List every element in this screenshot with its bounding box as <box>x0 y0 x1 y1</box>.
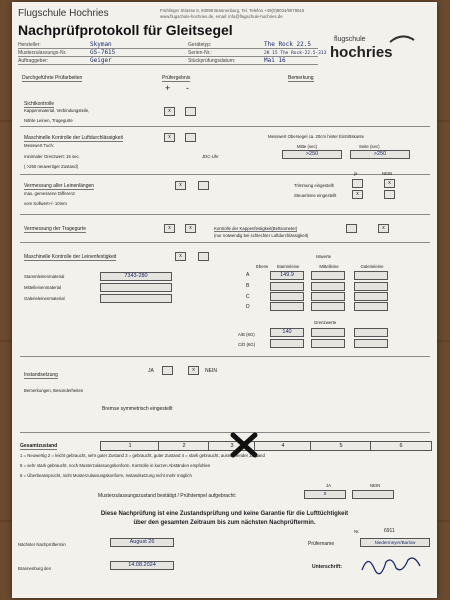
stueck-value: Mai 16 <box>264 57 286 64</box>
nr-value: 6911 <box>384 528 395 534</box>
gesamt-label: Gesamtzustand <box>20 443 58 449</box>
verm-plus-checkbox[interactable]: x <box>175 181 186 190</box>
mitte-field[interactable]: >250 <box>282 150 342 159</box>
scale-5[interactable]: 5 <box>310 441 372 451</box>
row-b-label: B <box>246 283 250 289</box>
grenzwerte-label: Grenzwerte <box>314 320 337 325</box>
naechster-field[interactable]: August 26 <box>110 538 174 547</box>
pruefer-field[interactable]: Niedermeyer/Barlow <box>360 538 430 547</box>
luft-sub3: ( >250 neuwertiger Zustand) <box>24 164 79 169</box>
scale-2[interactable]: 2 <box>158 441 210 451</box>
disclaimer-line-1: Diese Nachprüfung ist eine Zustandsprüfung und keine Garantie für die Lufttüchtigkeit <box>100 511 349 517</box>
geraetetyp-label: Gerätetyp: <box>188 42 212 48</box>
luft-minus-checkbox[interactable] <box>185 133 196 142</box>
col-minus: - <box>186 83 189 93</box>
reiss-title: Maschinelle Kontrolle der Leinenfestigkeit <box>24 254 117 260</box>
ebene-label: Ebene <box>256 264 269 269</box>
trage-minus-checkbox[interactable]: x <box>185 224 196 233</box>
auftrag-label: Auftraggeber: <box>18 58 49 64</box>
stueck-label: Stückprüfungsdatum: <box>188 58 236 64</box>
col-pruefarbeiten: Durchgeführte Prüfarbeiten <box>22 75 83 81</box>
seite-label: Seite (sec) <box>359 144 380 149</box>
ort-label: Brannenburg den <box>18 566 52 571</box>
row-a-label: A <box>246 272 250 278</box>
luft-title: Maschinelle Kontrolle der Luftdurchlässigkeit <box>24 135 123 141</box>
gesamt-legend-1: 1 = Neuwertig 2 = leicht gebraucht, sehr guter Zustand 3 = gebraucht, guter Zustand 4 = stark gebraucht, ausreichender Zustand <box>20 453 265 458</box>
b-galerie-field[interactable] <box>354 282 388 291</box>
instand-label: Instandsetzung <box>24 372 58 378</box>
instand-ja-checkbox[interactable] <box>162 366 173 375</box>
stamm-label: Stammleinenmaterial <box>24 274 65 279</box>
mittel-field[interactable] <box>100 283 172 292</box>
bestaetigt-nein-label: NEIN <box>370 483 381 488</box>
kappen-sub: (nur notwendig bei schlechter Luftdurchlässigkeit) <box>214 233 309 238</box>
page-title: Nachprüfprotokoll für Gleitsegel <box>18 22 233 38</box>
gesamt-legend-2: 5 = sehr stark gebraucht, noch Musterzulassungskonform. Kontrolle in kurzen Abständen empfohlen <box>20 463 211 468</box>
cd-mittel-field[interactable] <box>311 339 345 348</box>
serien-label: Serien-Nr.: <box>188 50 212 56</box>
ja-label: ja <box>354 171 358 176</box>
luft-sub2: minimaler Grenzwert: 15 sec. <box>24 154 80 159</box>
cd-galerie-field[interactable] <box>354 339 388 348</box>
sicht-minus-checkbox[interactable] <box>185 107 196 116</box>
col-ergebnis: Prüfergebnis <box>162 75 191 81</box>
instand-nein-label: NEIN <box>205 368 217 374</box>
address-line-2: www.flugschule-hochries.de, email: info@flugschule-hochries.de <box>160 14 283 19</box>
trimmung-label: Trimmung eingestellt <box>294 183 334 188</box>
row-d-label: D <box>246 304 250 310</box>
d-galerie-field[interactable] <box>354 302 388 311</box>
unterschrift-label: Unterschrift: <box>312 564 343 570</box>
signature-icon <box>358 552 428 576</box>
mittel-label: Mittelleinenmaterial <box>24 285 62 290</box>
c-stamm-field[interactable] <box>270 292 304 301</box>
bestaetigt-nein-field[interactable] <box>352 490 394 499</box>
reiss-minus-checkbox[interactable] <box>198 252 209 261</box>
col-plus: + <box>165 83 171 93</box>
sichtkontrolle-sub1: Kappenmaterial, Verbindungsteile, <box>24 108 90 113</box>
c-mittel-field[interactable] <box>311 292 345 301</box>
kappen-title: Kontrolle der Kappenfestigkeit(Bettsometer) <box>214 226 298 231</box>
nein-label: NEIN <box>382 171 393 176</box>
scale-3[interactable]: 3 <box>208 441 256 451</box>
hersteller-label: Hersteller: <box>18 42 41 48</box>
col-stamm-label: Stammleine <box>276 264 300 269</box>
bemerkungen-text: Bremse symmetrisch eingestellt <box>102 406 173 412</box>
hersteller-value: Skyman <box>90 41 112 48</box>
pruefer-label: Prüfername <box>308 541 335 547</box>
cd-stamm-field[interactable] <box>270 339 304 348</box>
d-stamm-field[interactable] <box>270 302 304 311</box>
sichtkontrolle-title: Sichtkontrolle <box>24 101 55 107</box>
b-mittel-field[interactable] <box>311 282 345 291</box>
a-stamm-field[interactable]: 149.9 <box>270 271 304 280</box>
ab-label: A/B (8G) <box>238 332 255 337</box>
trage-plus-checkbox[interactable]: x <box>164 224 175 233</box>
naechster-label: Nächster Nachprüftermin <box>18 542 66 547</box>
bestaetigt-ja-label: JA <box>326 483 332 488</box>
istwerte-label: Istwerte <box>316 254 332 259</box>
ab-stamm-field[interactable]: 140 <box>270 328 304 337</box>
a-mittel-field[interactable] <box>311 271 345 280</box>
verm-title: Vermessung aller Leinenlängen <box>24 183 95 189</box>
logo-top-text: flugschule <box>334 36 366 43</box>
row-c-label: C <box>246 294 250 300</box>
paraglider-logo-icon <box>388 34 416 46</box>
verm-sub1: max. gemessene Differenz <box>24 191 76 196</box>
stamm-field[interactable]: 7343-280 <box>100 272 172 281</box>
col-mittel-label: Mittelleine <box>319 264 339 269</box>
verm-minus-checkbox[interactable] <box>198 181 209 190</box>
scale-4[interactable]: 4 <box>254 441 312 451</box>
logo-text: hochries <box>330 44 393 61</box>
trimmung-nein-checkbox[interactable]: x <box>384 179 395 188</box>
col-bemerkung: Bemerkung <box>288 75 314 81</box>
galerie-field[interactable] <box>100 294 172 303</box>
scale-1[interactable]: 1 <box>100 441 160 451</box>
muster-label: Musterzulassungs-Nr. <box>18 50 67 56</box>
trage-title: Vermessung der Tragegurte <box>24 226 86 232</box>
ab-mittel-field[interactable] <box>311 328 345 337</box>
sicht-plus-checkbox[interactable]: x <box>164 107 175 116</box>
d-mittel-field[interactable] <box>311 302 345 311</box>
reiss-plus-checkbox[interactable]: x <box>175 252 186 261</box>
bestaetigt-text: Musterzulassungszustand bestätigt / Prüfstempel aufgebracht: <box>98 493 237 499</box>
luft-plus-checkbox[interactable]: x <box>164 133 175 142</box>
verm-sub2: vom Sollwert+/- 10mm <box>24 201 67 206</box>
instand-ja-label: JA <box>148 368 154 374</box>
datum-field[interactable]: 14.08.2024 <box>110 561 174 570</box>
address-line-1: Frühlinger Strasse 8, 83098 Brannenburg, Tel. Telefon +49(0)8034/9079615 <box>160 8 305 13</box>
steuerleine-label: Steuerleine eingestellt <box>294 193 337 198</box>
gesamt-legend-3: 6 = Überbeansprucht, nicht Musterzulassungskonform, Instandsetzung nicht mehr möglich <box>20 473 192 478</box>
luft-right-label: Messwert Obersegel ca. 20cm hinter Eintrittskante <box>268 134 365 139</box>
kappen-plus-checkbox[interactable] <box>346 224 357 233</box>
muster-value: GS-7615 <box>90 49 116 56</box>
luft-sub1: Messwert Tuch: <box>24 143 55 148</box>
galerie-label: Galerieleinenmaterial <box>24 296 65 301</box>
col-galerie-label: Galerieleine <box>360 264 384 269</box>
trimmung-ja-checkbox[interactable] <box>352 179 363 188</box>
bemerkungen-label: Bemerkungen, Besonderheiten <box>24 388 84 393</box>
disclaimer-line-2: über den gesamten Zeitraum bis zum nächsten Nachprüftermin. <box>133 520 316 526</box>
cd-label: C/D (6G) <box>238 342 256 347</box>
seite-field[interactable]: >250 <box>350 150 410 159</box>
nr-label: Nr. <box>354 529 360 534</box>
c-galerie-field[interactable] <box>354 292 388 301</box>
company-name: Flugschule Hochries <box>18 8 109 19</box>
jdc-label: JDC-Uhr <box>202 154 219 159</box>
instand-nein-checkbox[interactable]: x <box>188 366 199 375</box>
sichtkontrolle-sub2: Nähte Leinen, Tragegurte <box>24 118 73 123</box>
steuerleine-ja-checkbox[interactable]: x <box>352 190 363 199</box>
kappen-minus-checkbox[interactable]: x <box>378 224 389 233</box>
mitte-label: Mitte (sec) <box>297 144 318 149</box>
ab-galerie-field[interactable] <box>354 328 388 337</box>
serien-value: 2K 15 The Rock-22.5-313 <box>264 51 327 56</box>
scale-6[interactable]: 6 <box>370 441 432 451</box>
geraetetyp-value: The Rock 22.5 <box>264 41 311 48</box>
a-galerie-field[interactable] <box>354 271 388 280</box>
b-stamm-field[interactable] <box>270 282 304 291</box>
bestaetigt-ja-field[interactable]: x <box>304 490 346 499</box>
auftrag-value: Geiger <box>90 57 112 64</box>
protocol-sheet <box>12 2 437 598</box>
steuerleine-nein-checkbox[interactable] <box>384 190 395 199</box>
